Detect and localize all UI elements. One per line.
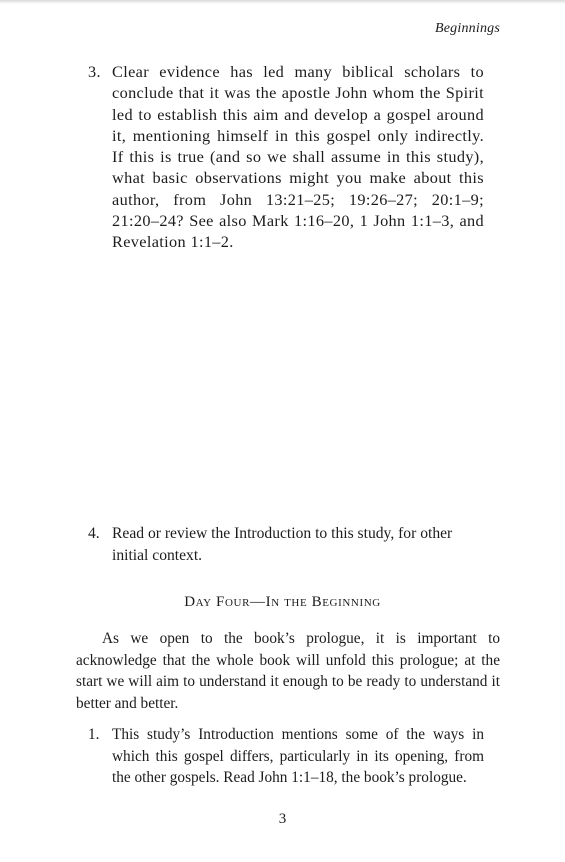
question-text: This study’s Introduction mentions some of the ways in which this gospel differs, particularly in its opening, from the other gospels. Read John 1:1–18, the book’s prologue.: [112, 726, 484, 786]
page-number: 3: [278, 811, 287, 827]
question-4: [88, 523, 484, 566]
question-text: Read or review the Introduction to this study, for other initial context.: [112, 525, 453, 564]
question-text: Clear evidence has led many biblical scholars to conclude that it was the apostle John whom the Spirit led to establish this aim and develop a gospel around it, mentioning himself in this gospel only indirectly. If this is true (and so we shall assume in this study), what basic observations might you make about this author, from John 13:21–25; 19:26–27; 20:1–9; 21:20–24? See also Mark 1:16–20, 1 John 1:1–3, and Revelation 1:1–2.: [112, 62, 484, 252]
section-heading: Day Four—In the Beginning: [184, 594, 381, 610]
question-3: [88, 61, 484, 253]
question-1: [88, 724, 484, 789]
question-number: 3.: [88, 62, 101, 81]
question-number: 4.: [88, 525, 100, 542]
running-head: Beginnings: [435, 21, 500, 36]
question-number: 1.: [88, 726, 100, 743]
intro-paragraph: As we open to the book’s prologue, it is important to acknowledge that the whole book will unfold this prologue; at the start we will aim to understand it enough to be ready to understand it better and better.: [76, 630, 500, 712]
page-top-edge: [0, 0, 565, 4]
